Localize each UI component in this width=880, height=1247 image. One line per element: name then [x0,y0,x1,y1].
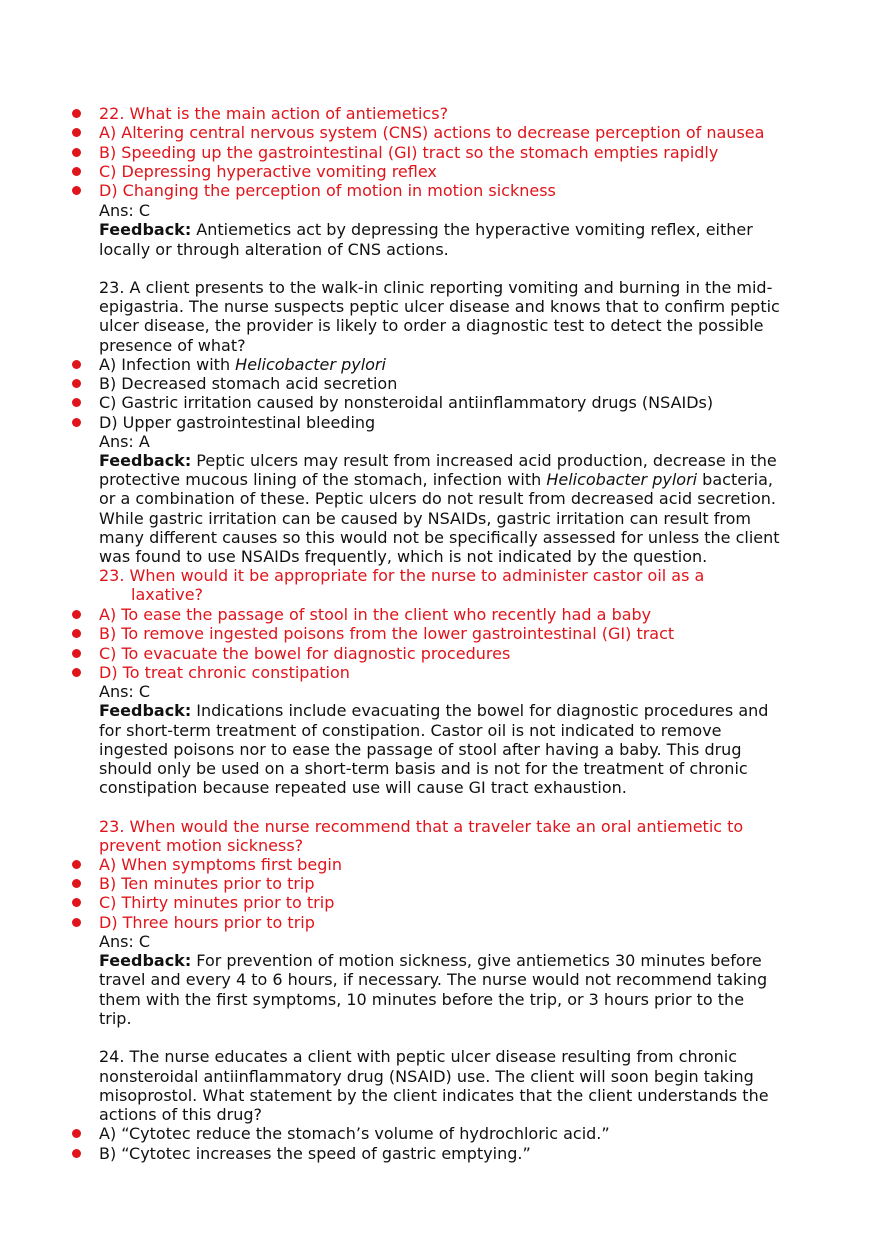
q23a-option-d: D) Upper gastrointestinal bleeding [99,413,376,432]
bullet [72,860,81,869]
q24-option-b: B) “Cytotec increases the speed of gastric emptying.” [99,1144,531,1163]
q24-question-line: nonsteroidal antiinflammatory drug (NSAID) use. The client will soon begin taking [99,1067,754,1086]
q23a-feedback-line: While gastric irritation can be caused by NSAIDs, gastric irritation can result from [99,509,752,528]
q23a-feedback-line: was found to use NSAIDs frequently, which is not indicated by the question. [99,547,708,566]
q23c-feedback-line: them with the first symptoms, 10 minutes before the trip, or 3 hours prior to the [99,990,745,1009]
q23c-answer: Ans: C [99,932,151,951]
bullet [72,109,81,118]
q23a-question-line: 23. A client presents to the walk-in clinic reporting vomiting and burning in the mid- [99,278,773,297]
q23a-option-b: B) Decreased stomach acid secretion [99,374,398,393]
q22-option-c: C) Depressing hyperactive vomiting reflex [99,162,437,181]
q22-answer: Ans: C [99,201,151,220]
feedback-text: Indications include evacuating the bowel for diagnostic procedures and [191,701,769,720]
q23c-option-b: B) Ten minutes prior to trip [99,874,315,893]
bullet [72,668,81,677]
bullet [72,148,81,157]
q23b-option-d: D) To treat chronic constipation [99,663,350,682]
q23c-option-c: C) Thirty minutes prior to trip [99,893,335,912]
bullet [72,167,81,176]
feedback-italic-text: Helicobacter pylori [546,470,698,489]
feedback-text: Peptic ulcers may result from increased acid production, decrease in the [191,451,777,470]
q22-feedback-line: locally or through alteration of CNS actions. [99,240,449,259]
q23b-question-line: laxative? [131,585,204,604]
q22-option-a: A) Altering central nervous system (CNS) actions to decrease perception of nausea [99,123,765,142]
bullet [72,879,81,888]
feedback-text: Antiemetics act by depressing the hyperactive vomiting reflex, either [191,220,753,239]
q22-option-b: B) Speeding up the gastrointestinal (GI) tract so the stomach empties rapidly [99,143,719,162]
feedback-label: Feedback: [99,220,192,239]
q23b-feedback-line: should only be used on a short-term basis and is not for the treatment of chronic [99,759,748,778]
q24-question-line: misoprostol. What statement by the client indicates that the client understands the [99,1086,769,1105]
q24-question-line: actions of this drug? [99,1105,262,1124]
q23b-feedback-line: constipation because repeated use will cause GI tract exhaustion. [99,778,627,797]
bullet [72,128,81,137]
feedback-text: For prevention of motion sickness, give antiemetics 30 minutes before [191,951,762,970]
bullet [72,1149,81,1158]
bullet [72,649,81,658]
q23b-option-a: A) To ease the passage of stool in the client who recently had a baby [99,605,652,624]
q23c-feedback-line: travel and every 4 to 6 hours, if necessary. The nurse would not recommend taking [99,970,768,989]
q23a-feedback-line [99,451,777,470]
bullet [72,418,81,427]
feedback-label: Feedback: [99,451,192,470]
option-italic-text: Helicobacter pylori [235,355,386,374]
q23b-answer: Ans: C [99,682,151,701]
q23b-option-b: B) To remove ingested poisons from the lower gastrointestinal (GI) tract [99,624,675,643]
bullet [72,1129,81,1138]
q23c-question-line: prevent motion sickness? [99,836,304,855]
feedback-text: bacteria, [697,470,773,489]
q23c-option-a: A) When symptoms first begin [99,855,343,874]
q23a-feedback-line: or a combination of these. Peptic ulcers do not result from decreased acid secretion. [99,489,776,508]
q23a-answer: Ans: A [99,432,150,451]
question-22: 22. What is the main action of antiemetics? [99,104,449,123]
bullet [72,186,81,195]
feedback-label: Feedback: [99,701,192,720]
bullet [72,610,81,619]
q23c-option-d: D) Three hours prior to trip [99,913,315,932]
q23b-option-c: C) To evacuate the bowel for diagnostic procedures [99,644,511,663]
bullet [72,629,81,638]
q23b-feedback-line [99,701,768,720]
bullet [72,898,81,907]
q23a-feedback-line [99,470,773,489]
q24-option-a: A) “Cytotec reduce the stomach’s volume of hydrochloric acid.” [99,1124,610,1143]
bullet [72,360,81,369]
q23b-question-line: 23. When would it be appropriate for the nurse to administer castor oil as a [99,566,705,585]
feedback-label: Feedback: [99,951,192,970]
q23a-feedback-line: many different causes so this would not be specifically assessed for unless the client [99,528,780,547]
q23a-option-c: C) Gastric irritation caused by nonsteroidal antiinflammatory drugs (NSAIDs) [99,393,714,412]
q23a-question-line: ulcer disease, the provider is likely to order a diagnostic test to detect the possible [99,316,764,335]
bullet [72,379,81,388]
bullet [72,398,81,407]
q23c-feedback-line [99,951,762,970]
q23a-question-line: epigastria. The nurse suspects peptic ulcer disease and knows that to confirm peptic [99,297,780,316]
bullet [72,918,81,927]
q23c-question-line: 23. When would the nurse recommend that a traveler take an oral antiemetic to [99,817,744,836]
q23a-option-a [99,355,386,374]
q22-option-d: D) Changing the perception of motion in motion sickness [99,181,556,200]
q23b-feedback-line: ingested poisons nor to ease the passage of stool after having a baby. This drug [99,740,742,759]
q24-question-line: 24. The nurse educates a client with peptic ulcer disease resulting from chronic [99,1047,737,1066]
q22-feedback-line [99,220,753,239]
feedback-text: protective mucous lining of the stomach, infection with [99,470,547,489]
q23c-feedback-line: trip. [99,1009,132,1028]
q23a-question-line: presence of what? [99,336,246,355]
q23b-feedback-line: for short-term treatment of constipation. Castor oil is not indicated to remove [99,721,722,740]
option-text: A) Infection with [99,355,236,374]
